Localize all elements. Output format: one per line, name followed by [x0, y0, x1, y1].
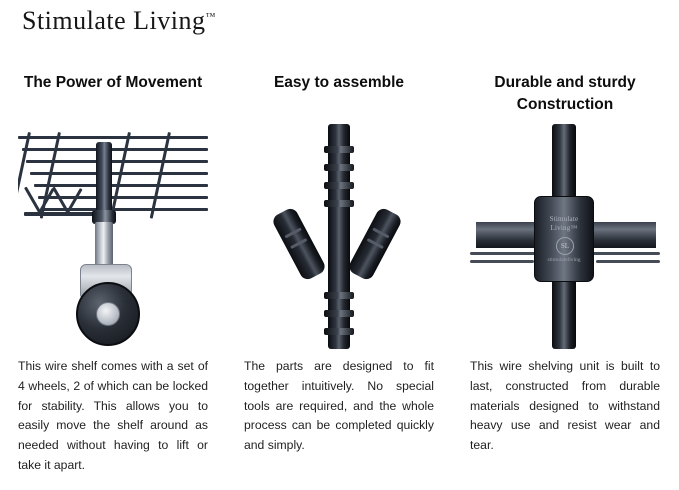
sleeve-subtext: stimulateliving: [547, 257, 581, 263]
feature-title-3: Durable and sturdy Construction: [494, 74, 636, 114]
feature-columns: [0, 60, 679, 476]
post-ring-graphic: [324, 146, 354, 153]
post-ring-graphic: [324, 292, 354, 299]
shelf-post-graphic: [96, 142, 112, 218]
feature-caption-2: The parts are designed to fit together intuitively. No special tools are required, and the whole process can be completed quickly and simply.: [244, 359, 434, 453]
post-ring-graphic: [324, 164, 354, 171]
post-ring-graphic: [324, 200, 354, 207]
feature-title-1: The Power of Movement: [23, 74, 203, 91]
trademark-symbol: ™: [205, 11, 216, 23]
sleeve-seal-icon: SL: [556, 237, 574, 255]
split-sleeve-clips-photo: [244, 124, 434, 349]
sleeve-logo-text: Stimulate Living™: [549, 215, 579, 232]
feature-title-2: Easy to assemble: [273, 74, 405, 91]
branded-sleeve-graphic: [534, 196, 594, 282]
caster-hub-graphic: [96, 302, 120, 326]
post-ring-graphic: [324, 182, 354, 189]
shelf-sleeve-logo-photo: [470, 124, 660, 349]
feature-column-2: [226, 60, 452, 476]
split-sleeve-clip-left: [271, 206, 328, 282]
brand-name: Stimulate Living: [22, 6, 206, 35]
brand-logo: [22, 6, 215, 36]
feature-column-1: [0, 60, 226, 476]
feature-caption-3: This wire shelving unit is built to last, constructed from durable materials designed to withstand heavy use and resist wear and tear.: [470, 359, 660, 453]
caster-wheel-photo: [18, 124, 208, 349]
split-sleeve-clip-right: [347, 206, 404, 282]
post-ring-graphic: [324, 310, 354, 317]
feature-column-3: [452, 60, 678, 476]
feature-caption-1: This wire shelf comes with a set of 4 wheels, 2 of which can be locked for stability. This allows you to easily move the shelf around as needed without having to lift or take it apart.: [18, 359, 208, 472]
post-ring-graphic: [324, 328, 354, 335]
